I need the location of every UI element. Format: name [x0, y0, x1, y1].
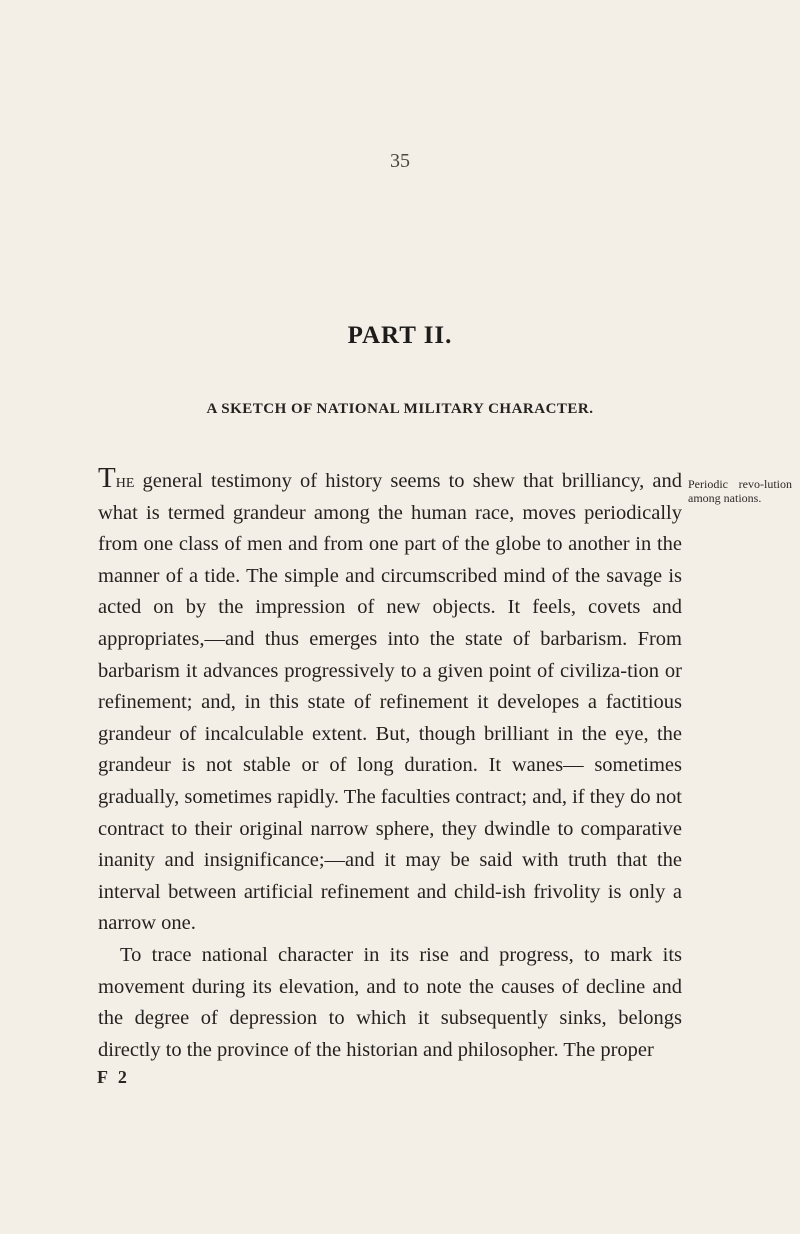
- marginal-note: Periodic revo-lution among nations.: [688, 477, 792, 505]
- paragraph-1-text: general testimony of history seems to shew that brilliancy, and what is termed grandeur among the human race, moves periodically from one class of men and from one part of the globe to another in the manner of a tide. The simple and circumscribed mind of the savage is acted on by the impression of new objects. It feels, covets and appropriates,—and thus emerges into the state of barbarism. From barbarism it advances progressively to a given point of civiliza-tion or refinement; and, in this state of refinement it developes a factitious grandeur of incalculable extent. But, though brilliant in the eye, the grandeur is not stable or of long duration. It wanes— sometimes gradually, sometimes rapidly. The faculties contract; and, if they do not contract to their original narrow sphere, they dwindle to comparative inanity and insignificance;—and it may be said with truth that the interval between artificial refinement and child-ish frivolity is only a narrow one.: [98, 470, 682, 935]
- page-number: 35: [390, 150, 410, 172]
- body-text: [98, 462, 682, 1066]
- drop-cap: T: [98, 462, 116, 494]
- opening-small-caps: he: [115, 470, 135, 492]
- section-heading: A SKETCH OF NATIONAL MILITARY CHARACTER.: [206, 401, 594, 417]
- paragraph-2: To trace national character in its rise and progress, to mark its movement during its elevation, and to note the causes of decline and the degree of depression to which it subsequently sinks, belongs directly to the province of the historian and philosopher. The proper: [98, 943, 682, 1061]
- signature-mark: F 2: [97, 1067, 130, 1087]
- paragraph-1: [98, 462, 682, 940]
- part-title: PART II.: [347, 322, 453, 349]
